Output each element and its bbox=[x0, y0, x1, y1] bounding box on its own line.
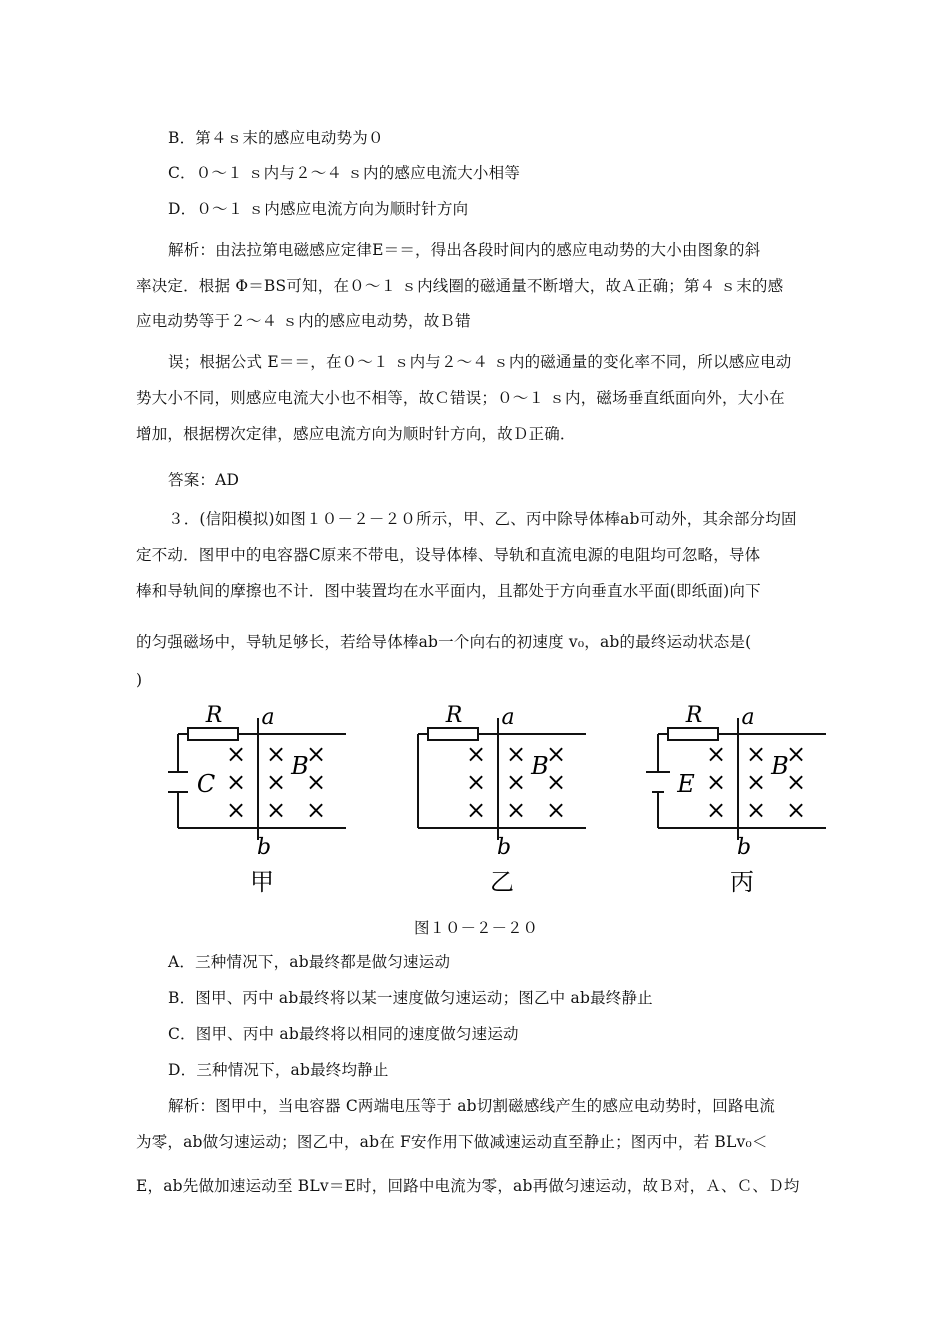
circuit-panel bbox=[418, 703, 586, 896]
field-cross: × bbox=[305, 768, 327, 796]
text-line: E，ab先做加速运动至 BLv＝E时，回路中电流为零，ab再做匀速运动，故Ｂ对，Ａ、Ｃ、Ｄ均 bbox=[136, 1177, 800, 1195]
text-line: 答案：AD bbox=[168, 471, 240, 489]
text-line: B．第４ｓ末的感应电动势为０ bbox=[168, 129, 384, 147]
resistor-label: R bbox=[205, 703, 223, 728]
circuit-panel bbox=[646, 703, 826, 896]
text-line: 误；根据公式 E＝＝，在０～１ ｓ内与２～４ ｓ内的磁通量的变化率不同，所以感应电动 bbox=[168, 353, 792, 371]
resistor bbox=[668, 728, 718, 740]
field-label: B bbox=[531, 752, 549, 780]
field-cross: × bbox=[305, 740, 327, 768]
field-cross: × bbox=[705, 740, 727, 768]
field-cross: × bbox=[505, 740, 527, 768]
field-cross: × bbox=[505, 768, 527, 796]
field-cross: × bbox=[465, 796, 487, 824]
text-line: 解析：由法拉第电磁感应定律E＝＝，得出各段时间内的感应电动势的大小由图象的斜 bbox=[168, 241, 761, 259]
field-cross: × bbox=[745, 796, 767, 824]
field-cross: × bbox=[745, 768, 767, 796]
text-line: D．三种情况下，ab最终均静止 bbox=[168, 1061, 389, 1079]
text-line: D．０～１ ｓ内感应电流方向为顺时针方向 bbox=[168, 200, 469, 218]
rod-label-a: a bbox=[741, 705, 755, 730]
field-cross: × bbox=[225, 740, 247, 768]
panel-label: 甲 bbox=[250, 868, 274, 896]
rod-label-a: a bbox=[261, 705, 275, 730]
text-line: ３．(信阳模拟)如图１０－２－２０所示，甲、乙、丙中除导体棒ab可动外，其余部分均固 bbox=[168, 510, 797, 528]
text-line: 定不动．图甲中的电容器C原来不带电，设导体棒、导轨和直流电源的电阻均可忽略，导体 bbox=[136, 546, 761, 564]
text-line: A．三种情况下，ab最终都是做匀速运动 bbox=[168, 953, 451, 971]
panel-label: 乙 bbox=[490, 868, 514, 896]
rod-label-b: b bbox=[736, 835, 752, 860]
circuit-panel bbox=[168, 703, 346, 896]
field-cross: × bbox=[465, 768, 487, 796]
resistor bbox=[188, 728, 238, 740]
rod-label-a: a bbox=[501, 705, 515, 730]
field-cross: × bbox=[265, 796, 287, 824]
field-cross: × bbox=[225, 796, 247, 824]
text-line: C．０～１ ｓ内与２～４ ｓ内的感应电流大小相等 bbox=[168, 164, 521, 182]
text-line: 率决定．根据 Φ＝BS可知，在０～１ ｓ内线圈的磁通量不断增大，故Ａ正确；第４ ｓ末的感 bbox=[136, 277, 784, 295]
field-cross: × bbox=[705, 768, 727, 796]
source-label: C bbox=[196, 770, 216, 798]
field-cross: × bbox=[705, 796, 727, 824]
field-cross: × bbox=[785, 740, 807, 768]
text-line: B．图甲、丙中 ab最终将以某一速度做匀速运动；图乙中 ab最终静止 bbox=[168, 989, 653, 1007]
text-line: C．图甲、丙中 ab最终将以相同的速度做匀速运动 bbox=[168, 1025, 519, 1043]
text-line: 解析：图甲中，当电容器 C两端电压等于 ab切割磁感线产生的感应电动势时，回路电流 bbox=[168, 1097, 776, 1115]
text-line: 应电动势等于２～４ ｓ内的感应电动势，故Ｂ错 bbox=[136, 312, 471, 330]
field-cross: × bbox=[465, 740, 487, 768]
rod-label-b: b bbox=[496, 835, 512, 860]
text-line: 棒和导轨间的摩擦也不计．图中装置均在水平面内，且都处于方向垂直水平面(即纸面)向下 bbox=[136, 582, 761, 600]
field-cross: × bbox=[745, 740, 767, 768]
resistor-label: R bbox=[445, 703, 463, 728]
field-label: B bbox=[771, 752, 789, 780]
field-cross: × bbox=[785, 768, 807, 796]
text-line: 的匀强磁场中，导轨足够长，若给导体棒ab一个向右的初速度 v₀，ab的最终运动状态是( bbox=[136, 633, 752, 651]
field-cross: × bbox=[265, 740, 287, 768]
field-cross: × bbox=[545, 768, 567, 796]
text-line: 为零，ab做匀速运动；图乙中，ab在 F安作用下做减速运动直至静止；图丙中，若 BLv₀＜ bbox=[136, 1133, 768, 1151]
text-line: ) bbox=[136, 671, 143, 689]
field-label: B bbox=[291, 752, 309, 780]
circuit-diagrams bbox=[160, 700, 840, 900]
field-cross: × bbox=[305, 796, 327, 824]
figure-caption: 图１０－２－２０ bbox=[413, 919, 538, 937]
field-cross: × bbox=[265, 768, 287, 796]
field-cross: × bbox=[785, 796, 807, 824]
source-label: E bbox=[677, 770, 695, 798]
resistor bbox=[428, 728, 478, 740]
field-cross: × bbox=[505, 796, 527, 824]
text-line: 势大小不同，则感应电流大小也不相等，故Ｃ错误；０～１ ｓ内，磁场垂直纸面向外，大小在 bbox=[136, 389, 785, 407]
panel-label: 丙 bbox=[730, 868, 754, 896]
resistor-label: R bbox=[685, 703, 703, 728]
field-cross: × bbox=[545, 740, 567, 768]
field-cross: × bbox=[225, 768, 247, 796]
field-cross: × bbox=[545, 796, 567, 824]
circuit-figure bbox=[160, 700, 840, 900]
text-line: 增加，根据楞次定律，感应电流方向为顺时针方向，故Ｄ正确． bbox=[136, 425, 576, 443]
rod-label-b: b bbox=[256, 835, 272, 860]
